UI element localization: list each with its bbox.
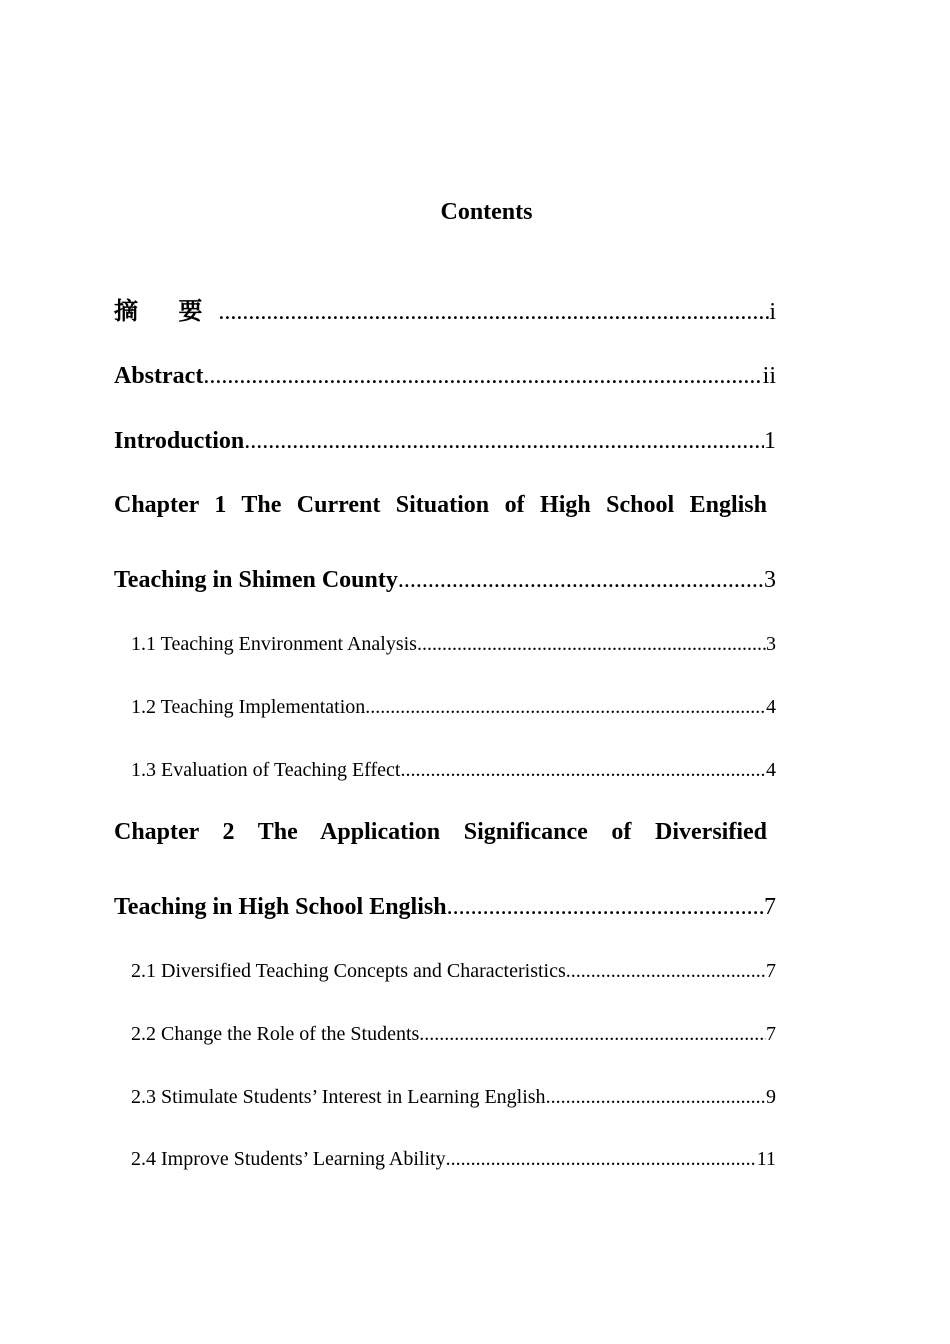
toc-chapter-1-heading[interactable]: Chapter 1 The Current Situation of High School English <box>114 492 767 518</box>
dot-leader <box>218 297 769 327</box>
toc-entry-introduction[interactable] <box>114 426 776 456</box>
dot-leader <box>203 361 762 391</box>
toc-entry-label: 1.1 Teaching Environment Analysis <box>131 633 417 655</box>
toc-page-number: 4 <box>766 696 776 718</box>
toc-entry-1-1[interactable] <box>131 631 776 657</box>
toc-entry-label: 2.4 Improve Students’ Learning Ability <box>131 1148 446 1170</box>
dot-leader <box>365 694 766 720</box>
toc-entry-label: Teaching in Shimen County <box>114 567 398 593</box>
toc-entry-1-2[interactable] <box>131 694 776 720</box>
toc-page-number: 7 <box>766 960 776 982</box>
toc-entry-2-1[interactable] <box>131 958 776 984</box>
toc-page-number: 9 <box>766 1086 776 1108</box>
toc-page-number: 11 <box>756 1148 776 1170</box>
toc-entry-2-2[interactable] <box>131 1021 776 1047</box>
page-title: Contents <box>440 199 533 225</box>
toc-page-number: 3 <box>766 633 776 655</box>
toc-entry-zhaiyao[interactable] <box>114 296 776 327</box>
toc-chapter-2-heading[interactable]: Chapter 2 The Application Significance of Diversified <box>114 819 767 845</box>
toc-entry-2-4[interactable] <box>131 1146 776 1172</box>
toc-entry-label: Abstract <box>114 363 204 389</box>
toc-entry-2-3[interactable] <box>131 1084 776 1110</box>
toc-page-number: 3 <box>764 567 776 593</box>
toc-entry-label: 2.2 Change the Role of the Students <box>131 1023 420 1045</box>
toc-entry-abstract[interactable] <box>114 361 776 391</box>
toc-entry-chapter-2[interactable] <box>114 892 776 922</box>
toc-entry-label: 1.3 Evaluation of Teaching Effect <box>131 759 401 781</box>
toc-page-number: 7 <box>764 894 776 920</box>
dot-leader <box>447 892 764 922</box>
toc-entry-label: 1.2 Teaching Implementation <box>131 696 366 718</box>
toc-entry-1-3[interactable] <box>131 757 776 783</box>
dot-leader <box>446 1146 757 1172</box>
dot-leader <box>546 1084 766 1110</box>
toc-page-number: 4 <box>766 759 776 781</box>
dot-leader <box>244 426 764 456</box>
dot-leader <box>398 565 764 595</box>
dot-leader <box>566 958 766 984</box>
dot-leader <box>417 631 766 657</box>
toc-entry-label: Introduction <box>114 428 245 454</box>
toc-page-number: i <box>769 299 776 325</box>
toc-entry-label: Teaching in High School English <box>114 894 447 920</box>
dot-leader <box>400 757 766 783</box>
dot-leader <box>419 1021 766 1047</box>
toc-entry-label: 2.1 Diversified Teaching Concepts and Characteristics <box>131 960 566 982</box>
toc-entry-label: 摘 要 <box>114 297 219 325</box>
toc-entry-chapter-1[interactable] <box>114 565 776 595</box>
toc-page-number: ii <box>762 363 776 389</box>
toc-page-number: 7 <box>766 1023 776 1045</box>
toc-page-number: 1 <box>764 428 776 454</box>
toc-entry-label: 2.3 Stimulate Students’ Interest in Learning English <box>131 1086 546 1108</box>
